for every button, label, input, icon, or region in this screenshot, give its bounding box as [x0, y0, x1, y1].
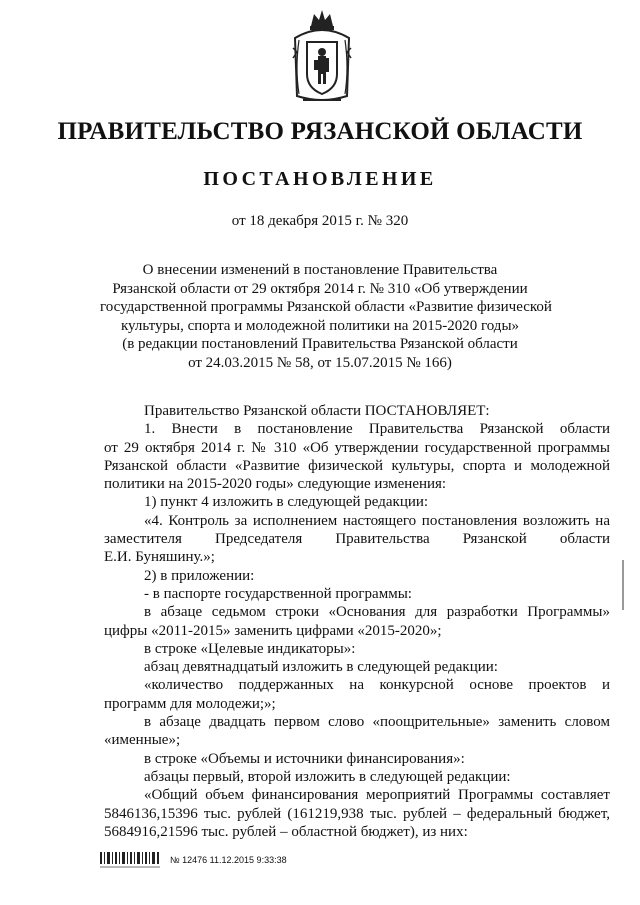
document-type-heading: ПОСТАНОВЛЕНИЕ [203, 168, 437, 190]
body-line: 5846136,15396 тыс. рублей (161219,938 тыс. рублей – федеральный бюджет, [104, 805, 610, 822]
document-subject [100, 261, 552, 372]
body-line: от 29 октября 2014 г. № 310 «Об утверждении государственной программы [104, 439, 610, 456]
registration-barcode-icon [100, 850, 162, 870]
body-line: абзац девятнадцатый изложить в следующей редакции: [144, 659, 498, 676]
body-line: в абзаце двадцать первом слово «поощрительные» заменить словом [144, 714, 610, 731]
body-line: Е.И. Буняшину.»; [104, 549, 215, 566]
subject-line: государственной программы Рязанской области «Развитие физической [100, 299, 552, 315]
subject-line: (в редакции постановлений Правительства Рязанской области [122, 336, 518, 352]
registration-footer [100, 850, 420, 872]
body-line: в строке «Объемы и источники финансирования»: [144, 750, 465, 767]
body-line: Правительство Рязанской области ПОСТАНОВЛЯЕТ: [144, 403, 490, 419]
body-line: 5684916,21596 тыс. рублей – областной бюджет), из них: [104, 823, 468, 840]
body-line: «4. Контроль за исполнением настоящего постановления возложить на [144, 512, 610, 529]
body-line: заместителя Председателя Правительства Рязанской области [104, 531, 610, 548]
organization-title: ПРАВИТЕЛЬСТВО РЯЗАНСКОЙ ОБЛАСТИ [57, 118, 583, 145]
subject-line: О внесении изменений в постановление Правительства [142, 262, 498, 278]
body-line: 1. Внести в постановление Правительства Рязанской области [144, 421, 610, 438]
body-line: программ для молодежи;»; [104, 695, 276, 712]
body-line: в строке «Целевые индикаторы»: [144, 640, 356, 657]
body-line: в абзаце седьмом строки «Основания для разработки Программы» [144, 604, 610, 621]
subject-line: культуры, спорта и молодежной политики на 2015-2020 годы» [120, 317, 520, 334]
body-line: цифры «2011-2015» заменить цифрами «2015-2020»; [104, 622, 442, 639]
body-line: политики на 2015-2020 годы» следующие изменения: [104, 476, 447, 493]
subject-line: Рязанской области от 29 октября 2014 г. № 310 «Об утверждении [112, 280, 528, 297]
body-line: 1) пункт 4 изложить в следующей редакции: [144, 494, 429, 511]
body-line: «именные»; [104, 732, 181, 749]
registration-number: № 12476 11.12.2015 9:33:38 [170, 855, 287, 865]
body-line: абзацы первый, второй изложить в следующей редакции: [144, 768, 511, 785]
body-line: - в паспорте государственной программы: [144, 585, 412, 602]
document-date-number: от 18 декабря 2015 г. № 320 [231, 213, 409, 229]
body-line: Рязанской области «Развитие физической культуры, спорта и молодежной [104, 457, 610, 474]
subject-line: от 24.03.2015 № 58, от 15.07.2015 № 166) [188, 354, 452, 371]
body-line: 2) в приложении: [144, 567, 255, 584]
body-line: «Общий объем финансирования мероприятий Программы составляет [144, 787, 610, 804]
coat-of-arms-emblem [289, 8, 355, 108]
body-line: «количество поддержанных на конкурсной основе проектов и [144, 677, 610, 694]
scan-margin-mark [621, 560, 625, 610]
document-body [104, 402, 610, 841]
